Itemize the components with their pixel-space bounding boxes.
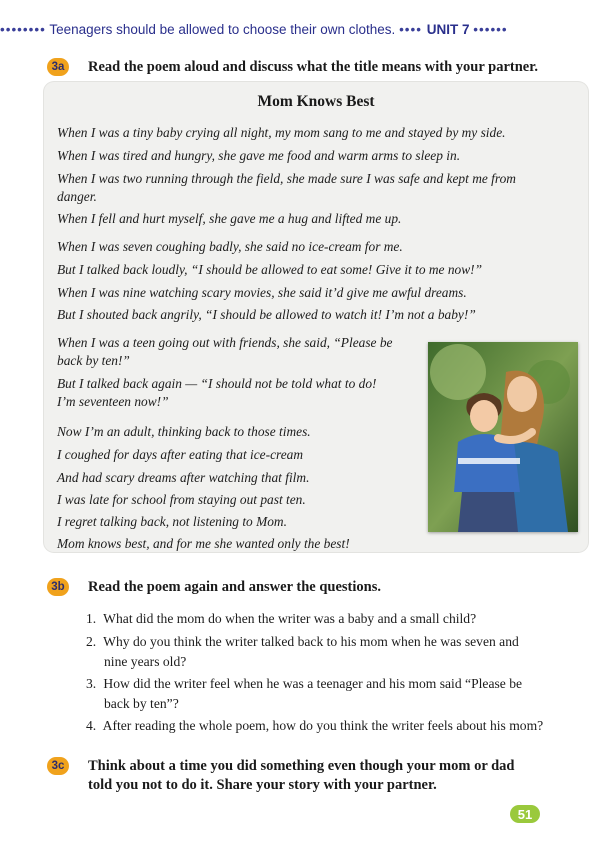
poem-line: I regret talking back, not listening to Mom. bbox=[57, 514, 287, 529]
poem-line: Mom knows best, and for me she wanted only the best! bbox=[57, 536, 350, 551]
header-running-title: Teenagers should be allowed to choose their own clothes. bbox=[49, 22, 396, 37]
poem-line: I was late for school from staying out past ten. bbox=[57, 492, 306, 507]
poem-line: But I talked back again — “I should not be told what to do! bbox=[57, 376, 377, 391]
poem-line: Now I’m an adult, thinking back to those times. bbox=[57, 424, 311, 439]
question-number: 1. bbox=[86, 611, 97, 626]
question-text: After reading the whole poem, how do you think the writer feels about his mom? bbox=[102, 718, 544, 733]
question-4 bbox=[86, 716, 543, 735]
poem-line: And had scary dreams after watching that film. bbox=[57, 470, 310, 485]
header-dots-right: •••••• bbox=[473, 22, 508, 37]
poem-line: back by ten!” bbox=[57, 353, 130, 368]
poem-line: When I fell and hurt myself, she gave me a hug and lifted me up. bbox=[57, 211, 402, 226]
question-3-cont: back by ten”? bbox=[104, 696, 179, 711]
poem-line: When I was seven coughing badly, she said no ice-cream for me. bbox=[57, 239, 403, 254]
question-3 bbox=[86, 674, 522, 693]
poem-line: When I was nine watching scary movies, she said it’d give me awful dreams. bbox=[57, 285, 467, 300]
badge-3b: 3b bbox=[47, 578, 69, 596]
photo-illustration bbox=[428, 342, 578, 532]
header-unit: UNIT 7 bbox=[426, 22, 470, 37]
poem-line: When I was a tiny baby crying all night, my mom sang to me and stayed by my side. bbox=[57, 125, 506, 140]
question-text: What did the mom do when the writer was a baby and a small child? bbox=[103, 611, 477, 626]
question-2 bbox=[86, 632, 519, 651]
poem-line: danger. bbox=[57, 189, 97, 204]
running-header bbox=[0, 22, 614, 44]
badge-3c: 3c bbox=[47, 757, 69, 775]
poem-line: But I shouted back angrily, “I should be allowed to watch it! I’m not a baby!” bbox=[57, 307, 476, 322]
poem-title: Mom Knows Best bbox=[257, 93, 375, 110]
instruction-3c-line2: told you not to do it. Share your story with your partner. bbox=[88, 777, 437, 793]
poem-line: But I talked back loudly, “I should be allowed to eat some! Give it to me now!” bbox=[57, 262, 483, 277]
poem-line: I coughed for days after eating that ice-cream bbox=[57, 447, 304, 462]
question-text: How did the writer feel when he was a teenager and his mom said “Please be bbox=[103, 676, 523, 691]
question-number: 2. bbox=[86, 634, 97, 649]
poem-line: I’m seventeen now!” bbox=[57, 394, 169, 409]
poem-line: When I was tired and hungry, she gave me food and warm arms to sleep in. bbox=[57, 148, 461, 163]
header-dots-mid: •••• bbox=[399, 22, 427, 37]
question-1 bbox=[86, 609, 476, 628]
question-number: 4. bbox=[86, 718, 97, 733]
question-number: 3. bbox=[86, 676, 97, 691]
poem-line: When I was a teen going out with friends, she said, “Please be bbox=[57, 335, 393, 350]
page-number: 51 bbox=[510, 805, 540, 823]
question-text: Why do you think the writer talked back to his mom when he was seven and bbox=[103, 634, 519, 649]
header-dots-left: •••••••• bbox=[0, 22, 46, 37]
question-2-cont: nine years old? bbox=[104, 654, 187, 669]
instruction-3b: Read the poem again and answer the questions. bbox=[88, 579, 381, 595]
poem-line: When I was two running through the field, she made sure I was safe and kept me from bbox=[57, 171, 516, 186]
badge-3a: 3a bbox=[47, 58, 69, 76]
photo-mother-hugging-son bbox=[428, 342, 578, 532]
instruction-3c-line1: Think about a time you did something even though your mom or dad bbox=[88, 758, 515, 774]
instruction-3a: Read the poem aloud and discuss what the title means with your partner. bbox=[88, 59, 538, 75]
